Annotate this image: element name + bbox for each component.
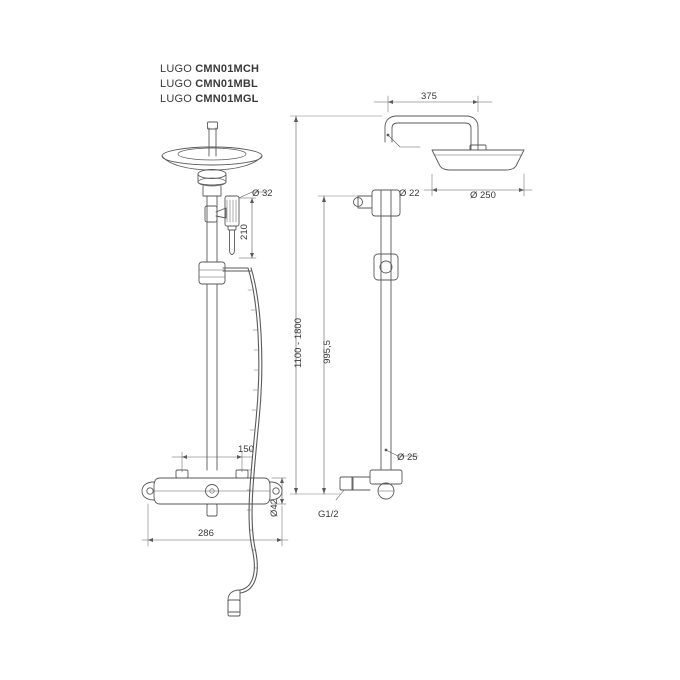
brand-label-2: LUGO (160, 78, 192, 90)
hand-shower-front (225, 196, 239, 255)
dimension-labels (198, 91, 496, 539)
side-view (290, 96, 532, 500)
label-dia-250: Ø 250 (470, 190, 496, 201)
label-dia-25: Ø 25 (397, 452, 418, 463)
thermostatic-mixer-front (142, 470, 282, 504)
label-286: 286 (198, 528, 214, 539)
label-dia-22: Ø 22 (399, 188, 420, 199)
riser-top-collar (198, 170, 226, 197)
brand-label-1: LUGO (160, 63, 192, 75)
riser-rail-side (381, 190, 391, 470)
rail-slider-front (199, 262, 225, 284)
label-g12: G1/2 (318, 509, 339, 520)
dim-g12 (336, 490, 344, 500)
shower-arm-front (208, 122, 218, 156)
hand-shower-hose-front (207, 268, 262, 616)
rail-slider-side (374, 254, 398, 280)
label-dia-32: Ø 32 (252, 188, 273, 199)
brand-label-3: LUGO (160, 93, 192, 105)
dim-150 (172, 452, 252, 472)
product-code-2: CMN01MBL (195, 78, 258, 90)
water-inlet-side (340, 470, 402, 499)
shower-arm-side (385, 116, 478, 150)
riser-rail-front (207, 196, 217, 470)
label-375: 375 (421, 91, 437, 102)
label-height-range: 1100 - 1800 (293, 317, 304, 369)
product-code-3: CMN01MGL (195, 93, 259, 105)
overhead-shower-front (162, 147, 262, 170)
rail-top-bracket-side (354, 190, 401, 216)
label-210: 210 (239, 224, 250, 240)
label-995-5: 995,5 (322, 340, 333, 364)
dim-286 (142, 504, 288, 546)
dim-height-range (290, 116, 382, 494)
product-code-1: CMN01MCH (195, 63, 260, 75)
label-150: 150 (238, 444, 254, 455)
hand-shower-holder-front (205, 206, 226, 222)
label-dia-42: Ø42 (269, 499, 280, 517)
